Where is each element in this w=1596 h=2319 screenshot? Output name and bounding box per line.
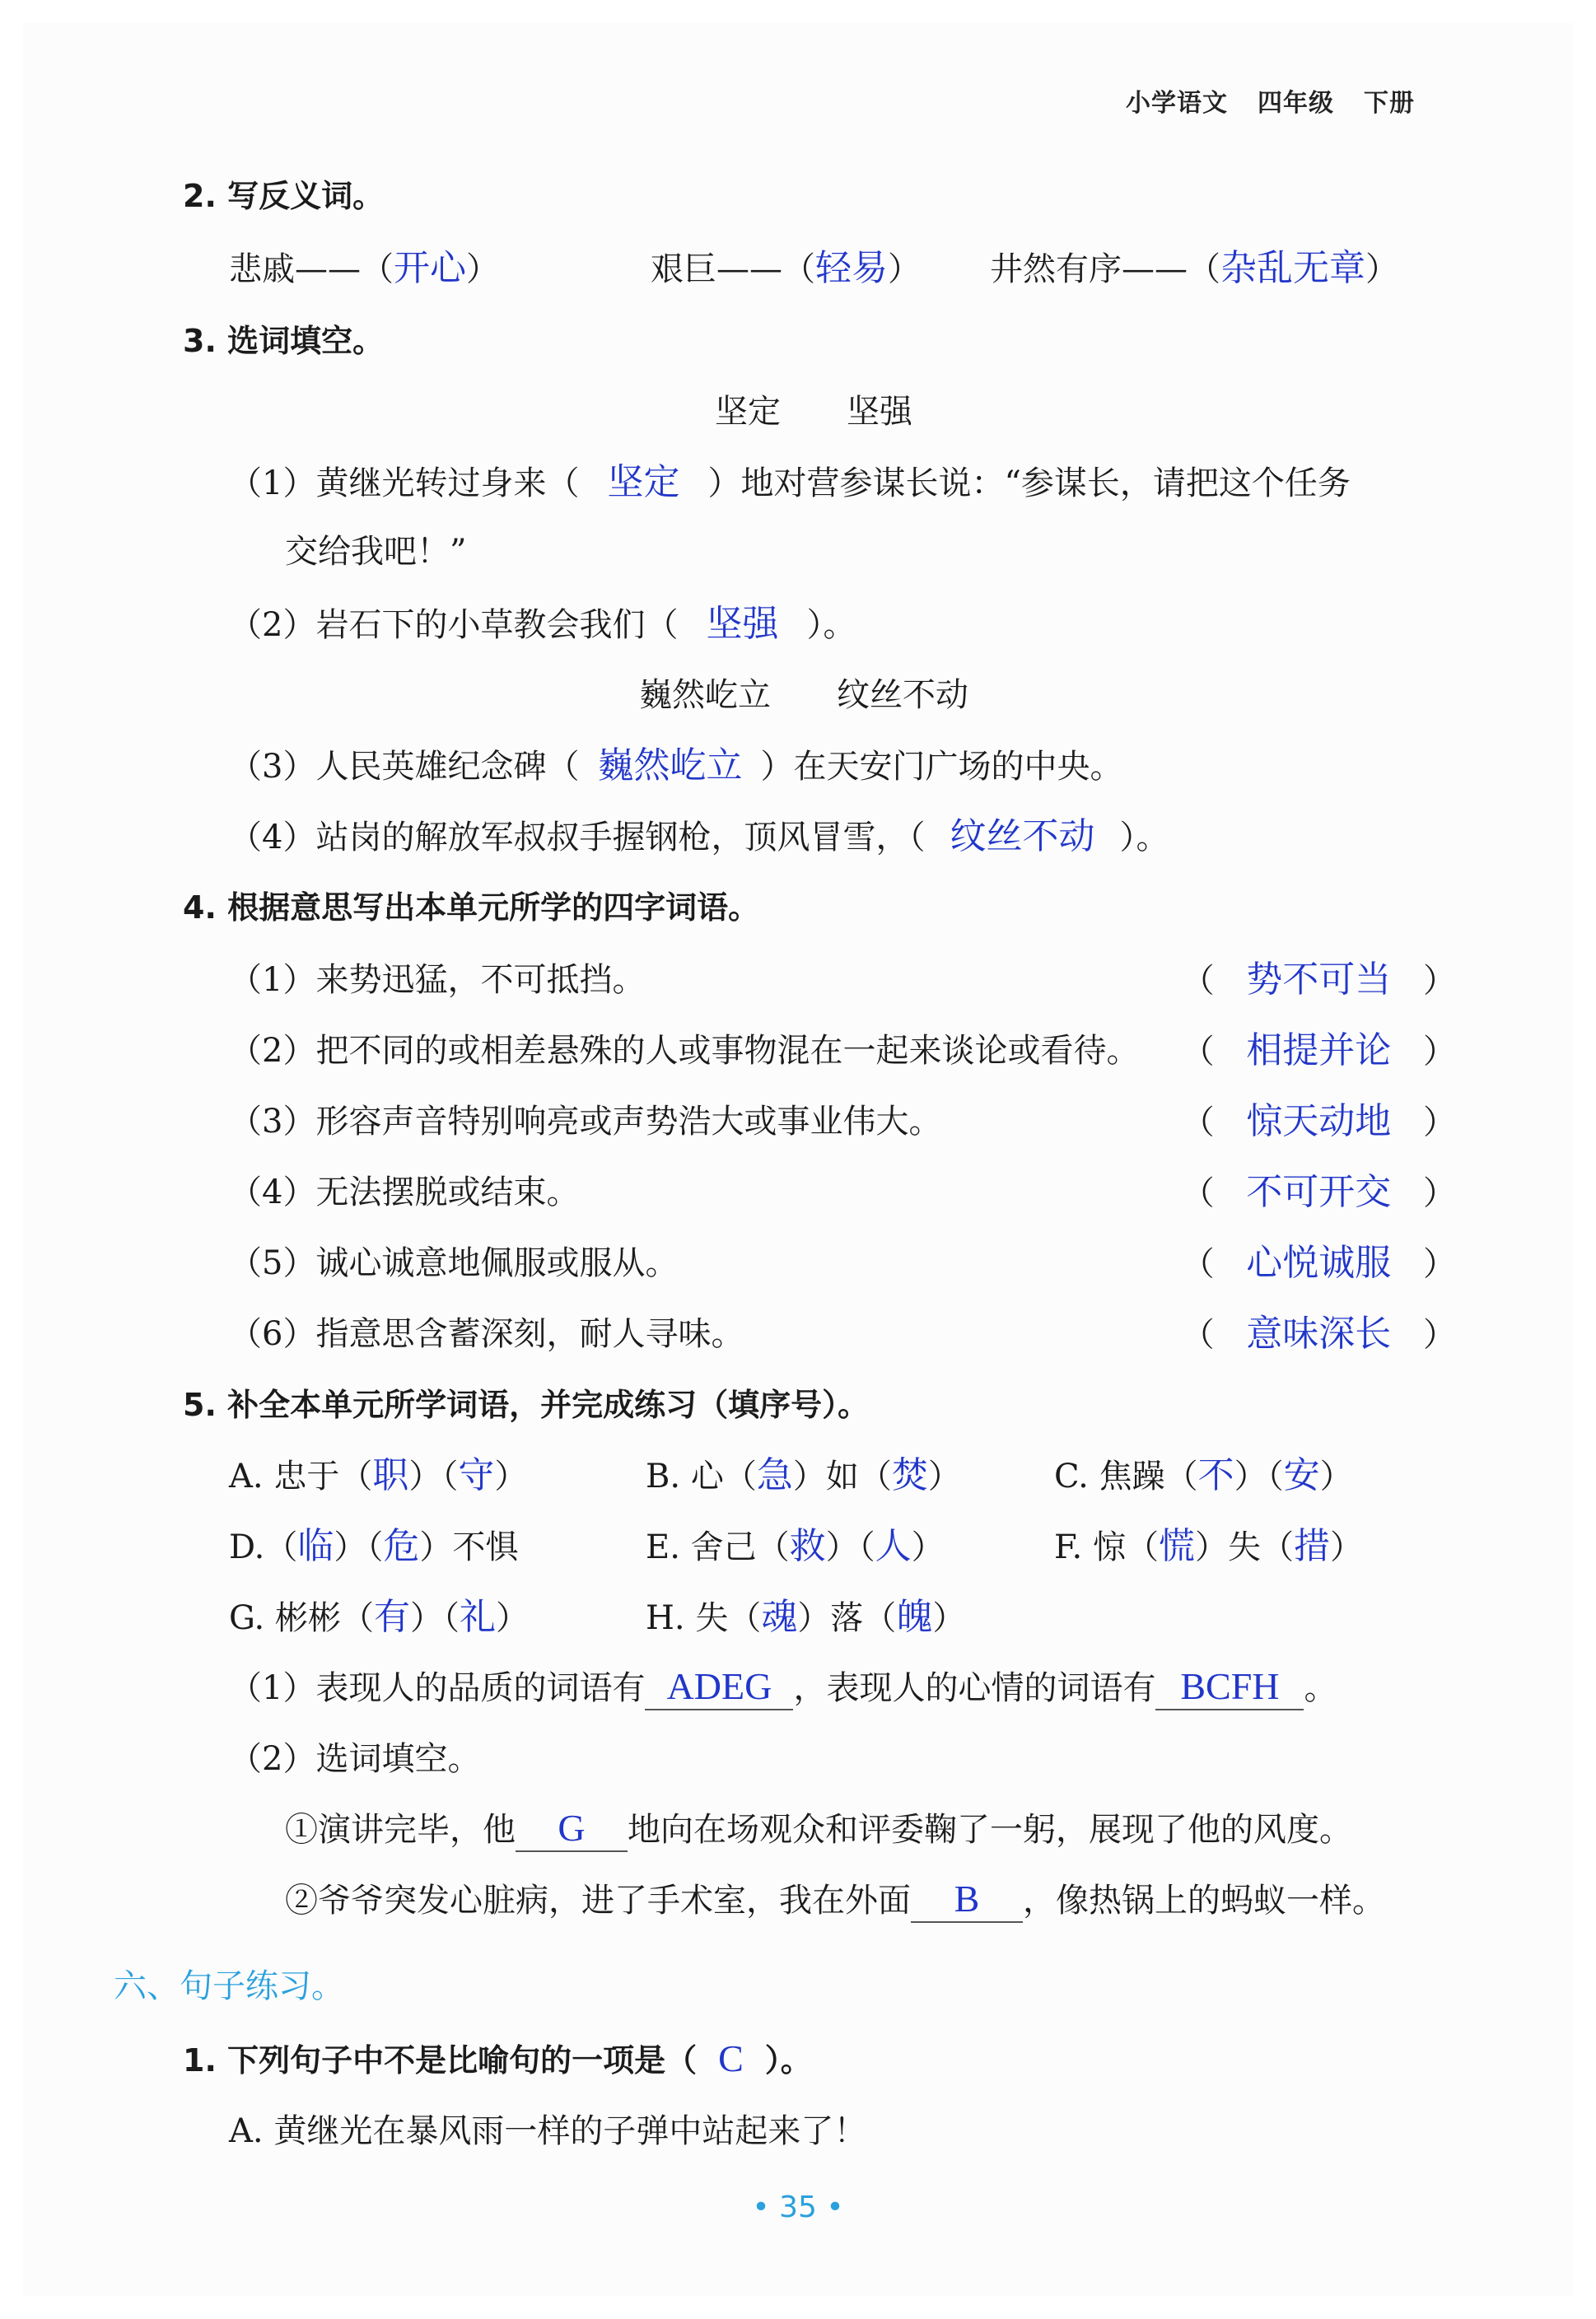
q5-c-mid: ）（ [1234,1458,1284,1495]
q4-answer-5-text: 心悦诚服 [1246,1242,1392,1284]
q3-item-1-cont: 交给我吧！” [285,533,467,571]
q2-title: 2. 写反义词。 [183,178,385,214]
s6-q1-pre: 1. 下列句子中不是比喻句的一项是（ [183,2042,698,2079]
q5-s2-answer: B [911,1877,1023,1923]
q5-option-f [1054,1522,1363,1572]
q5-p1-post: 。 [1304,1669,1337,1707]
q4-item-2: （2）把不同的或相差悬殊的人或事物混在一起来谈论或看待。 [229,1032,1140,1070]
q5-a1: 职 [372,1454,409,1496]
q4-answer-3-text: 惊天动地 [1246,1100,1392,1142]
q5-g1: 有 [373,1596,410,1638]
q5-b-pre: B. 心（ [646,1458,757,1495]
q4-item-6: （6）指意思含蓄深刻，耐人寻味。 [229,1315,744,1353]
q3-item-4-pre: （4）站岗的解放军叔叔手握钢枪，顶风冒雪，（ [229,819,926,856]
q2-pair-2 [651,244,921,294]
q3-item-3 [229,741,1122,791]
q5-b-post: ） [927,1458,961,1495]
q4-answer-4: （ 不可开交 ） [1181,1171,1456,1213]
page-number: • 35 • [752,2191,844,2224]
q5-option-b [646,1451,961,1501]
q5-b1: 急 [756,1454,793,1496]
q5-f1: 慌 [1158,1525,1195,1567]
q5-f-post: ） [1329,1528,1363,1566]
q5-sentence-2 [285,1876,1385,1925]
q3-title: 3. 选词填空。 [183,323,385,359]
s6-q1-answer: C [718,2037,744,2079]
q5-e2: 人 [875,1525,912,1567]
q3-item-4 [229,812,1169,862]
q5-f2: 措 [1293,1525,1330,1567]
q3-answer-4: 纹丝不动 [950,815,1095,857]
q5-s1-pre: ①演讲完毕，他 [285,1811,516,1849]
q5-sentence-1 [285,1805,1352,1855]
q5-d1: 临 [297,1525,334,1567]
q5-e-mid: ）（ [825,1528,875,1566]
q2-close-1: ） [466,250,499,288]
q4-item-3: （3）形容声音特别响亮或声势浩大或事业伟大。 [229,1103,942,1141]
q4-answer-5: （ 心悦诚服 ） [1181,1242,1456,1284]
q5-s1-answer: G [516,1806,628,1852]
q5-s1-post: 地向在场观众和评委鞠了一躬，展现了他的风度。 [628,1811,1352,1849]
q3-item-1-post: ）地对营参谋长说：“参谋长，请把这个任务 [707,464,1351,502]
q3-item-2-post: ）。 [806,606,856,644]
q5-p1-pre: （1）表现人的品质的词语有 [229,1669,646,1707]
q2-answer-2: 轻易 [815,247,888,289]
q5-d-post: ）不惧 [419,1528,519,1566]
q2-answer-1: 开心 [394,247,466,289]
q4-answer-2-text: 相提并论 [1246,1029,1392,1071]
q4-item-5: （5）诚心诚意地佩服或服从。 [229,1244,679,1282]
q5-option-h [646,1593,965,1643]
q5-h-pre: H. 失（ [646,1599,762,1637]
q5-b-mid: ）如（ [792,1458,892,1495]
q5-a2: 守 [458,1454,495,1496]
q4-answer-6-text: 意味深长 [1246,1313,1392,1355]
q3-item-2-pre: （2）岩石下的小草教会我们（ [229,606,679,644]
q5-h1: 魂 [761,1596,798,1638]
header-volume: 下册 [1364,89,1415,118]
q3-item-1 [229,458,1351,508]
q3-choices-2: 巍然屹立 纹丝不动 [639,676,968,714]
q5-c-post: ） [1319,1458,1353,1495]
q4-answer-3: （ 惊天动地 ） [1181,1100,1456,1142]
q5-g-pre: G. 彬彬（ [229,1599,374,1637]
q2-pair-3 [990,244,1398,294]
q3-item-1-pre: （1）黄继光转过身来（ [229,464,580,502]
q5-b2: 焚 [891,1454,928,1496]
q2-word-2: 艰巨——（ [651,250,815,288]
q2-close-2: ） [888,250,921,288]
q3-item-4-post: ）。 [1119,819,1169,856]
section-6-title: 六、句子练习。 [114,1967,344,2005]
q2-word-1: 悲戚——（ [229,250,394,288]
q3-answer-3: 巍然屹立 [597,744,743,786]
q5-h-post: ） [932,1599,966,1637]
q2-answer-3: 杂乱无章 [1220,247,1365,289]
q5-option-e [646,1522,945,1572]
q3-choices-1: 坚定 坚强 [715,393,912,431]
q5-e1: 救 [789,1525,826,1567]
q4-answer-1: （ 势不可当 ） [1181,959,1456,1001]
q5-d-mid: ）（ [334,1528,384,1566]
q4-answer-4-text: 不可开交 [1246,1171,1392,1213]
q5-e-pre: E. 舍己（ [646,1528,790,1566]
q4-answer-6: （ 意味深长 ） [1181,1313,1456,1355]
q3-item-3-post: ）在天安门广场的中央。 [760,748,1123,786]
q2-word-3: 井然有序——（ [990,250,1220,288]
q5-s2-post: ，像热锅上的蚂蚁一样。 [1023,1882,1385,1920]
q5-a-pre: A. 忠于（ [229,1458,373,1495]
q5-h-mid: ）落（ [797,1599,897,1637]
q3-item-2 [229,600,856,650]
q5-d2: 危 [383,1525,420,1567]
q5-g2: 礼 [459,1596,496,1638]
q5-option-c [1054,1451,1353,1501]
q2-pair-1 [229,244,499,294]
section-6-option-a: A. 黄继光在暴风雨一样的子弹中站起来了！ [229,2112,867,2150]
section-6-q1 [183,2034,812,2085]
q5-option-a [229,1451,527,1501]
q5-g-mid: ）（ [409,1599,460,1637]
q5-c2: 安 [1283,1454,1320,1496]
header-grade: 四年级 [1258,89,1334,118]
q4-answer-1-text: 势不可当 [1246,959,1392,1001]
q4-answer-2: （ 相提并论 ） [1181,1029,1456,1071]
q5-s2-pre: ②爷爷突发心脏病，进了手术室，我在外面 [285,1882,911,1920]
q5-f-mid: ）失（ [1194,1528,1294,1566]
q4-item-4: （4）无法摆脱或结束。 [229,1173,580,1211]
q4-item-1: （1）来势迅猛，不可抵挡。 [229,961,646,999]
q5-g-post: ） [495,1599,529,1637]
q5-p1-answer-2: BCFH [1155,1664,1304,1710]
header-subject: 小学语文 [1126,89,1228,118]
q3-answer-1: 坚定 [607,461,680,503]
q5-title: 5. 补全本单元所学词语，并完成练习（填序号）。 [183,1387,870,1423]
q3-item-3-pre: （3）人民英雄纪念碑（ [229,748,580,786]
q5-part-1 [229,1663,1337,1713]
q3-answer-2: 坚强 [706,603,779,645]
q5-part-2: （2）选词填空。 [229,1740,481,1778]
q5-e-post: ） [911,1528,945,1566]
q5-p1-mid: ，表现人的心情的词语有 [793,1669,1156,1707]
q5-c1: 不 [1197,1454,1234,1496]
s6-q1-post: ）。 [764,2042,812,2079]
q5-p1-answer-1: ADEG [645,1664,793,1710]
q5-d-pre: D.（ [229,1528,298,1566]
q5-c-pre: C. 焦躁（ [1054,1458,1198,1495]
q5-a-post: ） [494,1458,528,1495]
q4-title: 4. 根据意思写出本单元所学的四字词语。 [183,889,760,926]
q5-option-g [229,1593,529,1643]
q2-close-3: ） [1365,250,1398,288]
q5-f-pre: F. 惊（ [1054,1528,1159,1566]
q5-option-d [229,1522,518,1572]
q5-a-mid: ）（ [408,1458,459,1495]
q5-h2: 魄 [896,1596,933,1638]
page-header [1096,82,1415,119]
